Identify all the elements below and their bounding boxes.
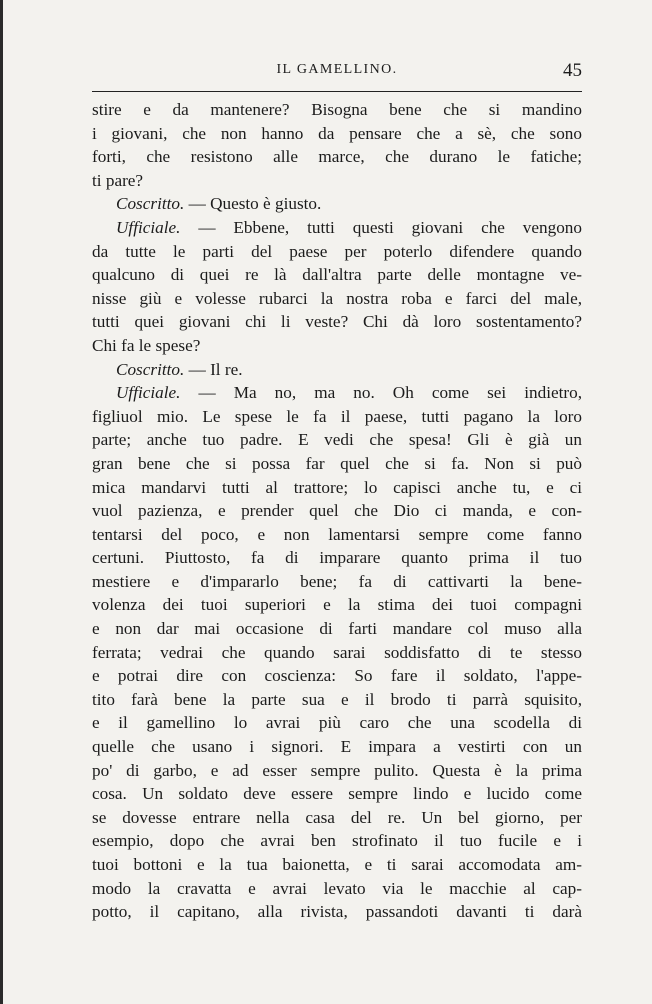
line-text: stire e da mantenere? Bisogna bene che si mandino bbox=[92, 100, 582, 119]
line-text: tito farà bene la parte sua e il brodo ti parrà squisito, bbox=[92, 689, 582, 709]
line-text: — Ebbene, tutti questi giovani che vengono bbox=[180, 217, 582, 237]
text-line bbox=[92, 782, 582, 806]
text-line bbox=[92, 381, 582, 405]
text-line bbox=[92, 735, 582, 759]
page-number: 45 bbox=[563, 60, 582, 81]
line-text: vuol pazienza, e prender quel che Dio ci manda, e con- bbox=[92, 501, 582, 521]
line-text: tuoi bottoni e la tua baionetta, e ti sarai accomodata am- bbox=[92, 855, 582, 874]
line-text: — Il re. bbox=[184, 359, 243, 379]
text-line bbox=[92, 523, 582, 547]
text-line bbox=[92, 593, 582, 617]
text-line bbox=[92, 428, 582, 452]
line-text: ferrata; vedrai che quando sarai soddisfatto di te stesso bbox=[92, 642, 582, 662]
line-text: po' di garbo, e ad esser sempre pulito. Questa è la prima bbox=[92, 760, 582, 780]
line-text: quelle che usano i signori. E impara a vestirti con un bbox=[92, 737, 582, 757]
text-line bbox=[92, 711, 582, 735]
text-line bbox=[92, 98, 582, 122]
text-line bbox=[92, 122, 582, 146]
text-line bbox=[92, 287, 582, 311]
line-text: mestiere e d'impararlo bene; fa di cattivarti la bene- bbox=[92, 571, 582, 591]
text-line bbox=[92, 499, 582, 523]
line-text: modo la cravatta e avrai levato via le macchie al cap- bbox=[92, 878, 582, 898]
text-line bbox=[92, 806, 582, 830]
page-header bbox=[92, 60, 582, 84]
speaker-name: Coscritto. bbox=[116, 194, 185, 214]
line-text: nisse giù e volesse rubarci la nostra roba e farci del male, bbox=[92, 288, 582, 308]
text-line bbox=[92, 688, 582, 712]
text-line bbox=[92, 263, 582, 287]
line-text: — Ma no, ma no. Oh come sei indietro, bbox=[180, 383, 582, 403]
line-text: certuni. Piuttosto, fa di imparare quanto prima il tuo bbox=[92, 548, 582, 568]
text-line bbox=[92, 476, 582, 500]
line-text: tutti quei giovani chi li veste? Chi dà loro sostentamento? bbox=[92, 312, 582, 332]
line-text: ti pare? bbox=[92, 170, 144, 190]
text-line bbox=[92, 452, 582, 476]
body-text bbox=[92, 98, 582, 924]
page-binding-edge bbox=[0, 0, 3, 1004]
speaker-name: Coscritto. bbox=[116, 359, 185, 379]
line-text: forti, che resistono alle marce, che durano le fatiche; bbox=[92, 147, 582, 167]
line-text: da tutte le parti del paese per poterlo difendere quando bbox=[92, 241, 582, 261]
line-text: tentarsi del poco, e non lamentarsi sempre come fanno bbox=[92, 524, 582, 544]
text-line bbox=[92, 169, 582, 193]
text-line bbox=[92, 877, 582, 901]
line-text: se dovesse entrare nella casa del re. Un bel giorno, per bbox=[92, 807, 582, 827]
line-text: qualcuno di quei re là dall'altra parte delle montagne ve- bbox=[92, 265, 582, 285]
line-text: e potrai dire con coscienza: So fare il soldato, l'appe- bbox=[92, 666, 582, 686]
text-line bbox=[92, 216, 582, 240]
line-text: Chi fa le spese? bbox=[92, 335, 201, 355]
line-text: parte; anche tuo padre. E vedi che spesa! Gli è già un bbox=[92, 430, 582, 450]
text-line bbox=[92, 829, 582, 853]
line-text: mica mandarvi tutti al trattore; lo capisci anche tu, e ci bbox=[92, 477, 582, 497]
text-line bbox=[92, 334, 582, 358]
text-line bbox=[92, 358, 582, 382]
text-line bbox=[92, 853, 582, 877]
speaker-name: Ufficiale. bbox=[116, 217, 181, 237]
text-line bbox=[92, 641, 582, 665]
text-line bbox=[92, 192, 582, 216]
line-text: gran bene che si possa far quel che si fa. Non si può bbox=[92, 453, 582, 473]
text-line bbox=[92, 570, 582, 594]
line-text: figliuol mio. Le spese le fa il paese, tutti pagano la loro bbox=[92, 406, 582, 426]
text-line bbox=[92, 145, 582, 169]
line-text: potto, il capitano, alla rivista, passandoti davanti ti darà bbox=[92, 902, 582, 922]
text-line bbox=[92, 310, 582, 334]
speaker-name: Ufficiale. bbox=[116, 383, 181, 403]
line-text: e il gamellino lo avrai più caro che una scodella di bbox=[92, 713, 582, 733]
header-rule bbox=[92, 91, 582, 92]
text-line bbox=[92, 759, 582, 783]
text-line bbox=[92, 617, 582, 641]
text-line bbox=[92, 900, 582, 924]
line-text: — Questo è giusto. bbox=[184, 194, 322, 214]
text-line bbox=[92, 546, 582, 570]
text-line bbox=[92, 240, 582, 264]
line-text: esempio, dopo che avrai ben strofinato il tuo fucile e i bbox=[92, 831, 582, 851]
line-text: i giovani, che non hanno da pensare che a sè, che sono bbox=[92, 123, 582, 143]
text-line bbox=[92, 405, 582, 429]
text-line bbox=[92, 664, 582, 688]
line-text: volenza dei tuoi superiori e la stima dei tuoi compagni bbox=[92, 595, 582, 615]
line-text: cosa. Un soldato deve essere sempre lindo e lucido come bbox=[92, 784, 582, 804]
running-title: IL GAMELLINO. bbox=[276, 62, 398, 77]
line-text: e non dar mai occasione di farti mandare col muso alla bbox=[92, 619, 582, 639]
